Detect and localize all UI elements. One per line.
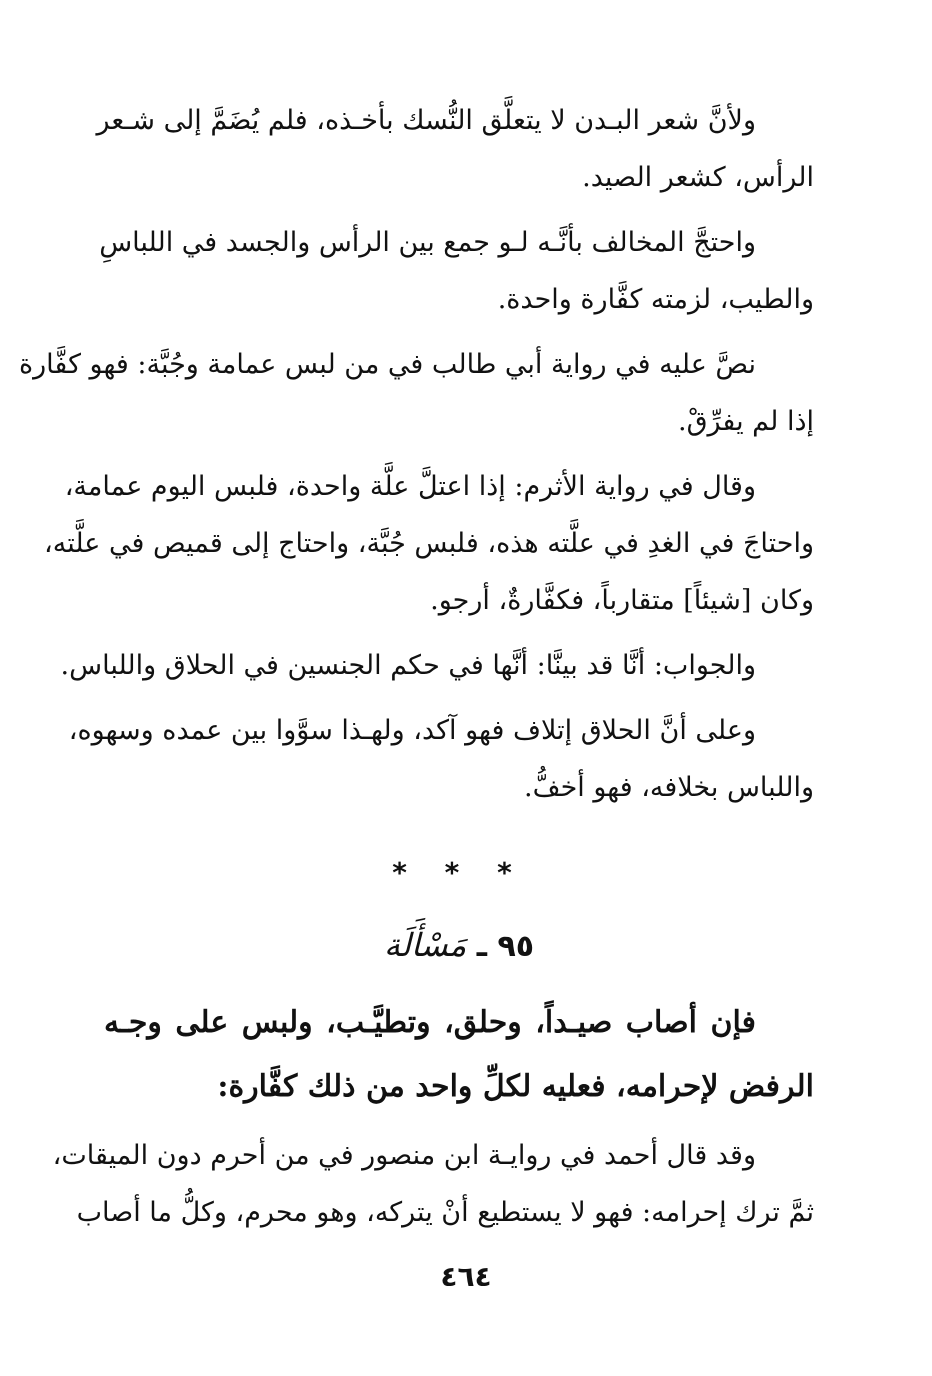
paragraph-line: وعلى أنَّ الحلاق إتلاف فهو آكد، ولهـذا سوَّوا بين عمده وسهوه، [68,715,756,746]
paragraph-line: واحتجَّ المخالف بأنَّـه لـو جمع بين الرأس والجسد في اللباسِ [99,227,756,258]
paragraph-line: والطيب، لزمته كفَّارة واحدة. [497,284,814,315]
paragraph-7 [52,1127,814,1241]
paragraph-line: ولأنَّ شعر البـدن لا يتعلَّق النُّسك بأخـذه، فلم يُضَمَّ إلى شـعر [96,105,756,136]
bold-paragraph [104,991,814,1119]
paragraph-line: واحتاجَ في الغدِ في علَّته هذه، فلبس جُبَّة، واحتاج إلى قميص في علَّته، [44,528,814,559]
heading-number: ٩٥ ـ [476,929,535,964]
paragraph-line: واللباس بخلافه، فهو أخفُّ. [524,772,814,803]
paragraph-line: إذا لم يفرِّقْ. [678,406,814,437]
paragraph-line: وقال في رواية الأثرم: إذا اعتلَّ علَّة واحدة، فلبس اليوم عمامة، [64,471,756,502]
section-heading [104,915,814,977]
paragraph-line: نصَّ عليه في رواية أبي طالب في من لبس عمامة وجُبَّة: فهو كفَّارة [19,349,756,380]
paragraph-line: الرأس، كشعر الصيد. [582,162,814,193]
paragraph-1 [96,92,814,206]
paragraph-line: والجواب: أنَّا قد بينَّا: أنَّها في حكم الجنسين في الحلاق واللباس. [60,650,756,681]
body-text-top [19,92,814,816]
paragraph-2 [99,214,814,328]
bold-paragraph-line: فإن أصاب صيـداً، وحلق، وتطيَّـب، ولبس على وجـه [104,1005,756,1040]
paragraph-line: وقد قال أحمد في روايـة ابن منصور في من أحرم دون الميقات، [52,1140,756,1171]
page-number: ٤٦٤ [440,1260,492,1293]
paragraph-6 [68,702,814,816]
paragraph-5 [60,637,814,694]
bold-paragraph-line: الرفض لإحرامه، فعليه لكلِّ واحد من ذلك كفَّارة: [217,1069,814,1104]
section-separator: * * * [392,856,526,889]
paragraph-4 [44,458,814,629]
paragraph-3 [19,336,814,450]
paragraph-line: وكان [شيئاً] متقارباً، فكفَّارةٌ، أرجو. [430,585,814,616]
paragraph-line: ثمَّ ترك إحرامه: فهو لا يستطيع أنْ يتركه، وهو محرم، وكلُّ ما أصاب [76,1197,814,1228]
heading-word: مَسْأَلَة [383,926,467,964]
